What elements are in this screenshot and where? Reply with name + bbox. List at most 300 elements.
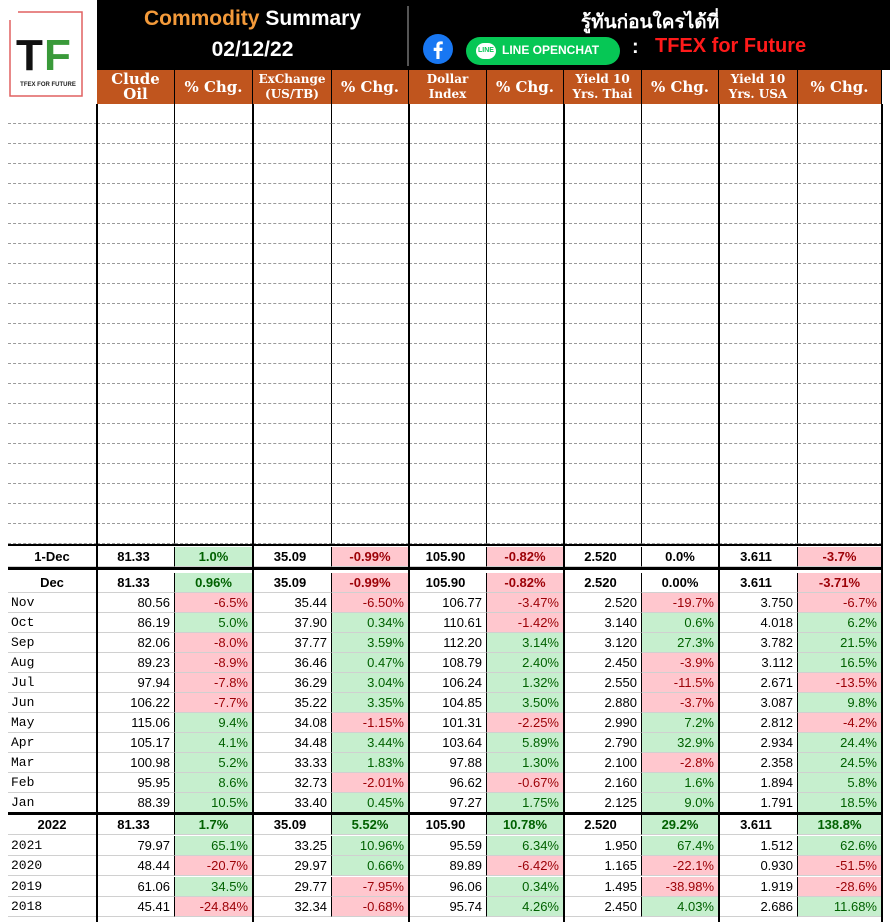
grid-cell <box>798 244 882 264</box>
value-cell: 33.40 <box>253 793 332 813</box>
grid-cell <box>253 404 332 424</box>
grid-cell <box>253 344 332 364</box>
value-cell: 2.450 <box>564 897 642 917</box>
grid-cell <box>97 204 175 224</box>
column-header-line1: % Chg. <box>340 77 400 96</box>
grid-cell <box>332 464 409 484</box>
grid-cell <box>642 104 719 124</box>
grid-cell <box>564 164 642 184</box>
group-divider <box>718 104 720 922</box>
pct-change-cell: -3.7% <box>642 693 719 713</box>
title-part-2: Summary <box>265 7 362 30</box>
value-cell: 2.686 <box>719 897 798 917</box>
grid-cell <box>409 164 487 184</box>
value-cell: 106.22 <box>97 693 175 713</box>
grid-cell <box>8 444 97 464</box>
grid-cell <box>798 504 882 524</box>
grid-cell <box>97 364 175 384</box>
grid-cell <box>8 244 97 264</box>
pct-change-cell: 67.4% <box>642 836 719 856</box>
pct-change-cell: 24.5% <box>798 753 882 773</box>
value-cell: 110.61 <box>409 613 487 633</box>
pct-change-cell: 1.6% <box>642 773 719 793</box>
group-divider <box>96 104 98 922</box>
grid-cell <box>719 224 798 244</box>
value-cell: 86.19 <box>97 613 175 633</box>
pct-change-cell: -3.9% <box>642 653 719 673</box>
value-cell: 3.611 <box>719 547 798 567</box>
line-openchat-button[interactable] <box>466 37 620 65</box>
channel-name: TFEX for Future <box>655 35 807 57</box>
grid-cell <box>642 144 719 164</box>
grid-cell <box>487 324 564 344</box>
grid-cell <box>332 104 409 124</box>
empty-row <box>8 104 882 124</box>
grid-cell <box>253 124 332 144</box>
grid-cell <box>8 264 97 284</box>
grid-cell <box>332 384 409 404</box>
grid-cell <box>642 404 719 424</box>
grid-cell <box>175 164 253 184</box>
empty-row <box>8 164 882 184</box>
value-cell: 1.919 <box>719 877 798 897</box>
value-cell: 36.29 <box>253 673 332 693</box>
value-cell: 2.125 <box>564 793 642 813</box>
grid-cell <box>719 104 798 124</box>
value-cell: 35.22 <box>253 693 332 713</box>
grid-cell <box>409 244 487 264</box>
value-cell: 32.34 <box>253 897 332 917</box>
pct-change-cell: 6.34% <box>487 836 564 856</box>
row-label: Jul <box>8 673 97 693</box>
empty-row <box>8 424 882 444</box>
grid-cell <box>409 204 487 224</box>
page-title <box>100 7 405 35</box>
group-divider <box>252 104 254 922</box>
value-cell: 35.09 <box>253 815 332 835</box>
grid-cell <box>719 364 798 384</box>
grid-cell <box>564 284 642 304</box>
value-cell: 3.120 <box>564 633 642 653</box>
grid-cell <box>564 204 642 224</box>
grid-cell <box>487 164 564 184</box>
grid-cell <box>97 444 175 464</box>
grid-cell <box>564 224 642 244</box>
grid-cell <box>8 384 97 404</box>
pct-change-cell: -8.9% <box>175 653 253 673</box>
table-row <box>8 593 882 613</box>
column-header-0 <box>97 70 175 104</box>
value-cell: 3.750 <box>719 593 798 613</box>
grid-cell <box>97 304 175 324</box>
grid-cell <box>719 384 798 404</box>
section-divider <box>8 544 882 546</box>
value-cell: 0.930 <box>719 856 798 876</box>
grid-cell <box>719 204 798 224</box>
pct-change-cell: -4.2% <box>798 713 882 733</box>
grid-cell <box>487 264 564 284</box>
column-header-8 <box>719 70 798 104</box>
pct-change-cell: 1.75% <box>487 793 564 813</box>
pct-change-cell: 0.34% <box>487 877 564 897</box>
grid-cell <box>332 404 409 424</box>
grid-cell <box>642 204 719 224</box>
grid-cell <box>8 164 97 184</box>
grid-cell <box>409 524 487 544</box>
grid-cell <box>719 404 798 424</box>
grid-cell <box>798 184 882 204</box>
value-cell: 88.39 <box>97 793 175 813</box>
grid-cell <box>719 484 798 504</box>
facebook-icon[interactable] <box>423 34 453 64</box>
grid-cell <box>642 484 719 504</box>
grid-cell <box>332 184 409 204</box>
grid-cell <box>332 504 409 524</box>
value-cell: 1.165 <box>564 856 642 876</box>
pct-change-cell: -2.25% <box>487 713 564 733</box>
pct-change-cell: 0.45% <box>332 793 409 813</box>
pct-change-cell: 0.47% <box>332 653 409 673</box>
value-cell: 103.64 <box>409 733 487 753</box>
grid-cell <box>97 524 175 544</box>
grid-cell <box>253 284 332 304</box>
value-cell: 2.880 <box>564 693 642 713</box>
pct-change-cell: 9.0% <box>642 793 719 813</box>
grid-cell <box>798 524 882 544</box>
grid-cell <box>719 464 798 484</box>
title-part-1: Commodity <box>143 7 260 30</box>
grid-cell <box>175 104 253 124</box>
grid-cell <box>564 464 642 484</box>
grid-cell <box>719 424 798 444</box>
grid-cell <box>8 304 97 324</box>
grid-cell <box>253 144 332 164</box>
grid-cell <box>642 264 719 284</box>
pct-change-cell: 5.8% <box>798 773 882 793</box>
pct-change-cell: 0.0% <box>642 547 719 567</box>
grid-cell <box>409 444 487 464</box>
pct-change-cell: 3.50% <box>487 693 564 713</box>
pct-change-cell: 1.83% <box>332 753 409 773</box>
value-cell: 96.06 <box>409 877 487 897</box>
value-cell: 37.90 <box>253 613 332 633</box>
value-cell: 81.33 <box>97 547 175 567</box>
grid-cell <box>564 504 642 524</box>
column-header-line1: ExChange <box>258 72 326 86</box>
pct-change-cell: 3.04% <box>332 673 409 693</box>
column-header-line1: Yield 10 <box>730 72 786 86</box>
table-row <box>8 773 882 793</box>
grid-cell <box>719 524 798 544</box>
value-cell: 3.140 <box>564 613 642 633</box>
grid-cell <box>564 384 642 404</box>
value-cell: 2.671 <box>719 673 798 693</box>
pct-change-cell: 24.4% <box>798 733 882 753</box>
value-cell: 45.41 <box>97 897 175 917</box>
grid-cell <box>175 484 253 504</box>
row-label: Nov <box>8 593 97 613</box>
pct-change-cell: -1.42% <box>487 613 564 633</box>
grid-cell <box>253 264 332 284</box>
pct-change-cell: 3.44% <box>332 733 409 753</box>
grid-cell <box>798 344 882 364</box>
row-label: 1-Dec <box>8 547 97 567</box>
grid-cell <box>332 444 409 464</box>
grid-cell <box>642 464 719 484</box>
value-cell: 36.46 <box>253 653 332 673</box>
grid-cell <box>97 424 175 444</box>
pct-change-cell: 8.6% <box>175 773 253 793</box>
grid-cell <box>332 344 409 364</box>
grid-cell <box>8 364 97 384</box>
grid-cell <box>8 324 97 344</box>
value-cell: 105.90 <box>409 573 487 593</box>
empty-row <box>8 264 882 284</box>
pct-change-cell: 1.32% <box>487 673 564 693</box>
column-header-2 <box>253 70 332 104</box>
grid-cell <box>642 504 719 524</box>
value-cell: 48.44 <box>97 856 175 876</box>
grid-cell <box>409 424 487 444</box>
line-openchat-label: LINE OPENCHAT <box>502 43 600 57</box>
value-cell: 33.25 <box>253 836 332 856</box>
grid-cell <box>253 364 332 384</box>
row-label: Jun <box>8 693 97 713</box>
grid-cell <box>175 284 253 304</box>
grid-cell <box>8 464 97 484</box>
value-cell: 82.06 <box>97 633 175 653</box>
pct-change-cell: -24.84% <box>175 897 253 917</box>
grid-cell <box>564 124 642 144</box>
value-cell: 108.79 <box>409 653 487 673</box>
grid-cell <box>564 244 642 264</box>
grid-cell <box>97 484 175 504</box>
grid-cell <box>487 524 564 544</box>
empty-row <box>8 124 882 144</box>
table-row <box>8 753 882 773</box>
grid-cell <box>798 364 882 384</box>
grid-cell <box>564 324 642 344</box>
value-cell: 1.894 <box>719 773 798 793</box>
pct-change-cell: -19.7% <box>642 593 719 613</box>
grid-cell <box>642 244 719 264</box>
grid-cell <box>409 144 487 164</box>
pct-change-cell: -13.5% <box>798 673 882 693</box>
grid-cell <box>253 184 332 204</box>
grid-cell <box>97 184 175 204</box>
grid-cell <box>719 504 798 524</box>
grid-cell <box>175 144 253 164</box>
row-label: Mar <box>8 753 97 773</box>
table-row <box>8 693 882 713</box>
value-cell: 89.89 <box>409 856 487 876</box>
grid-cell <box>719 124 798 144</box>
column-header-line1: % Chg. <box>184 77 243 96</box>
grid-cell <box>487 184 564 204</box>
pct-change-cell: -28.6% <box>798 877 882 897</box>
grid-cell <box>798 464 882 484</box>
grid-cell <box>642 164 719 184</box>
pct-change-cell: 0.96% <box>175 573 253 593</box>
grid-cell <box>332 284 409 304</box>
pct-change-cell: 5.0% <box>175 613 253 633</box>
grid-cell <box>253 304 332 324</box>
pct-change-cell: -6.5% <box>175 593 253 613</box>
grid-cell <box>332 484 409 504</box>
grid-cell <box>798 224 882 244</box>
pct-change-cell: 2.40% <box>487 653 564 673</box>
value-cell: 2.358 <box>719 753 798 773</box>
value-cell: 2.160 <box>564 773 642 793</box>
grid-cell <box>97 104 175 124</box>
value-cell: 100.98 <box>97 753 175 773</box>
pct-change-cell: 18.5% <box>798 793 882 813</box>
grid-cell <box>332 224 409 244</box>
pct-change-cell: 1.30% <box>487 753 564 773</box>
grid-cell <box>175 424 253 444</box>
pct-change-cell: 7.2% <box>642 713 719 733</box>
grid-cell <box>487 244 564 264</box>
grid-cell <box>642 384 719 404</box>
grid-cell <box>719 304 798 324</box>
grid-cell <box>409 384 487 404</box>
grid-cell <box>642 284 719 304</box>
tf-logo <box>0 0 97 104</box>
grid-cell <box>564 364 642 384</box>
grid-cell <box>8 124 97 144</box>
grid-cell <box>175 124 253 144</box>
grid-cell <box>97 504 175 524</box>
grid-cell <box>175 464 253 484</box>
grid-cell <box>253 464 332 484</box>
empty-row <box>8 184 882 204</box>
value-cell: 105.90 <box>409 547 487 567</box>
empty-row <box>8 304 882 324</box>
value-cell: 106.77 <box>409 593 487 613</box>
pct-change-cell: -0.68% <box>332 897 409 917</box>
value-cell: 89.23 <box>97 653 175 673</box>
grid-cell <box>409 184 487 204</box>
grid-cell <box>487 144 564 164</box>
grid-cell <box>798 204 882 224</box>
grid-cell <box>253 324 332 344</box>
grid-cell <box>798 264 882 284</box>
grid-cell <box>487 504 564 524</box>
pct-change-cell: 32.9% <box>642 733 719 753</box>
grid-cell <box>332 144 409 164</box>
grid-cell <box>487 444 564 464</box>
value-cell: 79.97 <box>97 836 175 856</box>
grid-cell <box>8 204 97 224</box>
logo-caption: TFEX FOR FUTURE <box>20 82 76 88</box>
grid-cell <box>175 444 253 464</box>
pct-change-cell: 21.5% <box>798 633 882 653</box>
value-cell: 1.950 <box>564 836 642 856</box>
pct-change-cell: 27.3% <box>642 633 719 653</box>
value-cell: 2.100 <box>564 753 642 773</box>
value-cell: 96.62 <box>409 773 487 793</box>
pct-change-cell: 34.5% <box>175 877 253 897</box>
grid-cell <box>97 144 175 164</box>
grid-cell <box>642 184 719 204</box>
grid-cell <box>175 224 253 244</box>
empty-row <box>8 464 882 484</box>
table-row <box>8 815 882 835</box>
pct-change-cell: -20.7% <box>175 856 253 876</box>
grid-cell <box>409 504 487 524</box>
value-cell: 34.08 <box>253 713 332 733</box>
pct-change-cell: -2.8% <box>642 753 719 773</box>
grid-cell <box>175 184 253 204</box>
grid-cell <box>8 504 97 524</box>
grid-cell <box>487 344 564 364</box>
grid-cell <box>642 324 719 344</box>
value-cell: 3.611 <box>719 815 798 835</box>
grid-cell <box>409 464 487 484</box>
report-date: 02/12/22 <box>211 38 294 61</box>
value-cell: 106.24 <box>409 673 487 693</box>
grid-cell <box>798 144 882 164</box>
grid-cell <box>409 304 487 324</box>
value-cell: 2.450 <box>564 653 642 673</box>
grid-cell <box>642 304 719 324</box>
grid-cell <box>253 104 332 124</box>
grid-cell <box>642 224 719 244</box>
value-cell: 4.018 <box>719 613 798 633</box>
value-cell: 2.520 <box>564 547 642 567</box>
empty-row <box>8 484 882 504</box>
row-label: Jan <box>8 793 97 813</box>
grid-cell <box>409 364 487 384</box>
column-header-line2: Yrs. Thai <box>572 87 633 101</box>
pct-change-cell: -6.7% <box>798 593 882 613</box>
grid-cell <box>8 104 97 124</box>
grid-cell <box>175 244 253 264</box>
value-cell: 35.09 <box>253 573 332 593</box>
grid-cell <box>332 124 409 144</box>
column-header-1 <box>175 70 253 104</box>
pct-change-cell: -1.15% <box>332 713 409 733</box>
grid-cell <box>642 524 719 544</box>
pct-change-cell: -6.42% <box>487 856 564 876</box>
value-cell: 95.59 <box>409 836 487 856</box>
grid-cell <box>487 364 564 384</box>
grid-cell <box>253 424 332 444</box>
grid-cell <box>719 164 798 184</box>
value-cell: 101.31 <box>409 713 487 733</box>
pct-change-cell: -3.71% <box>798 573 882 593</box>
row-label: Sep <box>8 633 97 653</box>
column-header-6 <box>564 70 642 104</box>
value-cell: 81.33 <box>97 573 175 593</box>
value-cell: 105.17 <box>97 733 175 753</box>
column-header-4 <box>409 70 487 104</box>
value-cell: 35.44 <box>253 593 332 613</box>
grid-cell <box>409 264 487 284</box>
grid-cell <box>97 264 175 284</box>
column-header-line1: % Chg. <box>650 77 710 96</box>
grid-cell <box>175 524 253 544</box>
table-row <box>8 793 882 813</box>
pct-change-cell: -0.67% <box>487 773 564 793</box>
row-label: Feb <box>8 773 97 793</box>
grid-cell <box>8 484 97 504</box>
table-row <box>8 547 882 567</box>
grid-cell <box>719 344 798 364</box>
grid-cell <box>253 244 332 264</box>
tf-logo-mark <box>0 0 97 104</box>
column-header-line2: (US/TB) <box>265 87 319 101</box>
